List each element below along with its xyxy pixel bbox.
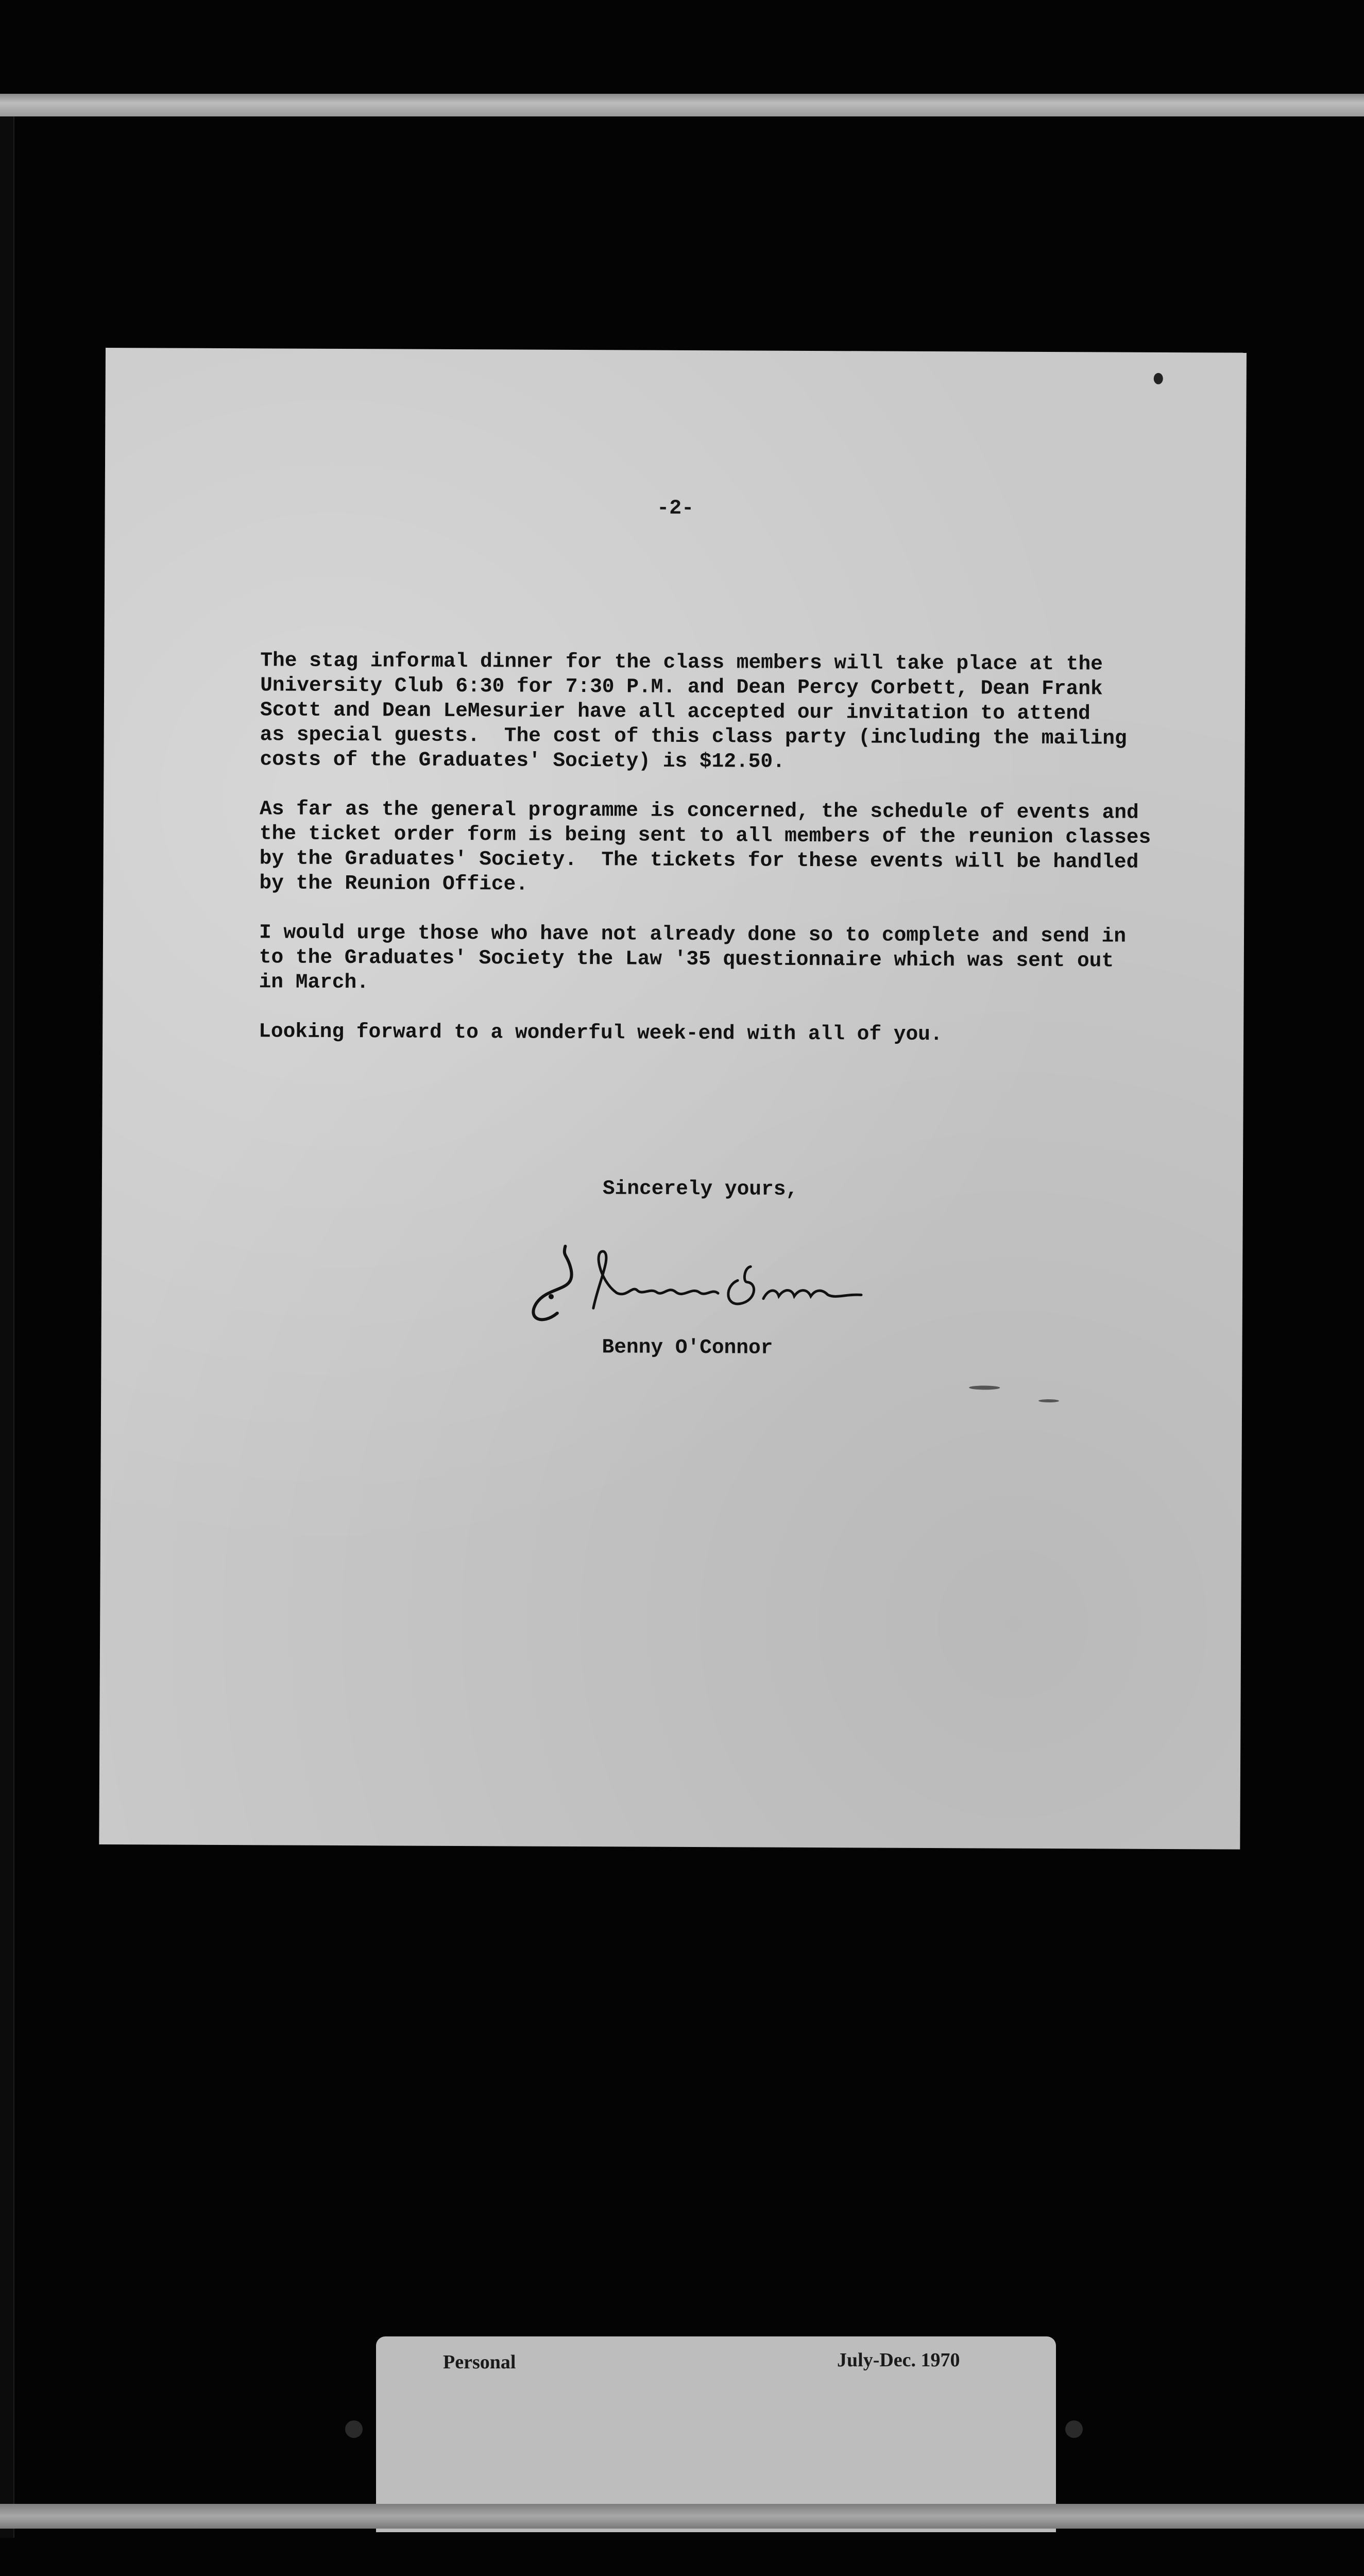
text-line: the ticket order form is being sent to all members of the reunion classes <box>259 822 1151 849</box>
handwritten-signature <box>521 1236 872 1335</box>
text-line: Scott and Dean LeMesurier have all accepted our invitation to attend <box>260 698 1090 725</box>
text-line: as special guests. The cost of this class party (including the mailing <box>260 723 1127 750</box>
scan-speck <box>1038 1399 1059 1402</box>
film-left-edge <box>0 116 14 2538</box>
text-line: As far as the general programme is concerned, the schedule of events and <box>260 797 1139 824</box>
letter-page <box>99 348 1247 1850</box>
paragraph-programme <box>259 796 1151 899</box>
letter-body <box>259 648 1151 1072</box>
paragraph-questionnaire <box>259 920 1127 998</box>
folder-label-right: July-Dec. 1970 <box>837 2349 960 2371</box>
signer-name: Benny O'Connor <box>602 1335 773 1360</box>
folder-label-left: Personal <box>443 2351 516 2373</box>
complimentary-close: Sincerely yours, <box>602 1177 798 1201</box>
scan-speck <box>1154 373 1163 384</box>
folder-label-tab <box>376 2336 1056 2532</box>
text-line: in March. <box>259 970 369 994</box>
text-line: by the Reunion Office. <box>259 871 528 896</box>
scan-speck <box>969 1385 1000 1389</box>
text-line: costs of the Graduates' Society) is $12.50. <box>260 748 785 773</box>
page-number: -2- <box>657 497 694 520</box>
paragraph-dinner <box>260 648 1127 775</box>
paragraph-closing-remark <box>259 1019 1093 1047</box>
text-line: The stag informal dinner for the class members will take place at the <box>260 649 1103 676</box>
film-top-strip <box>0 94 1364 116</box>
text-line: by the Graduates' Society. The tickets for these events will be handled <box>259 846 1139 874</box>
text-line: University Club 6:30 for 7:30 P.M. and Dean Percy Corbett, Dean Frank <box>260 673 1103 701</box>
binder-hole <box>345 2420 363 2438</box>
text-line: to the Graduates' Society the Law '35 questionnaire which was sent out <box>259 945 1114 973</box>
text-line: Looking forward to a wonderful week-end with all of you. <box>259 1020 943 1046</box>
film-bottom-strip <box>0 2504 1364 2529</box>
binder-hole <box>1065 2420 1083 2438</box>
text-line: I would urge those who have not already done so to complete and send in <box>259 921 1127 948</box>
